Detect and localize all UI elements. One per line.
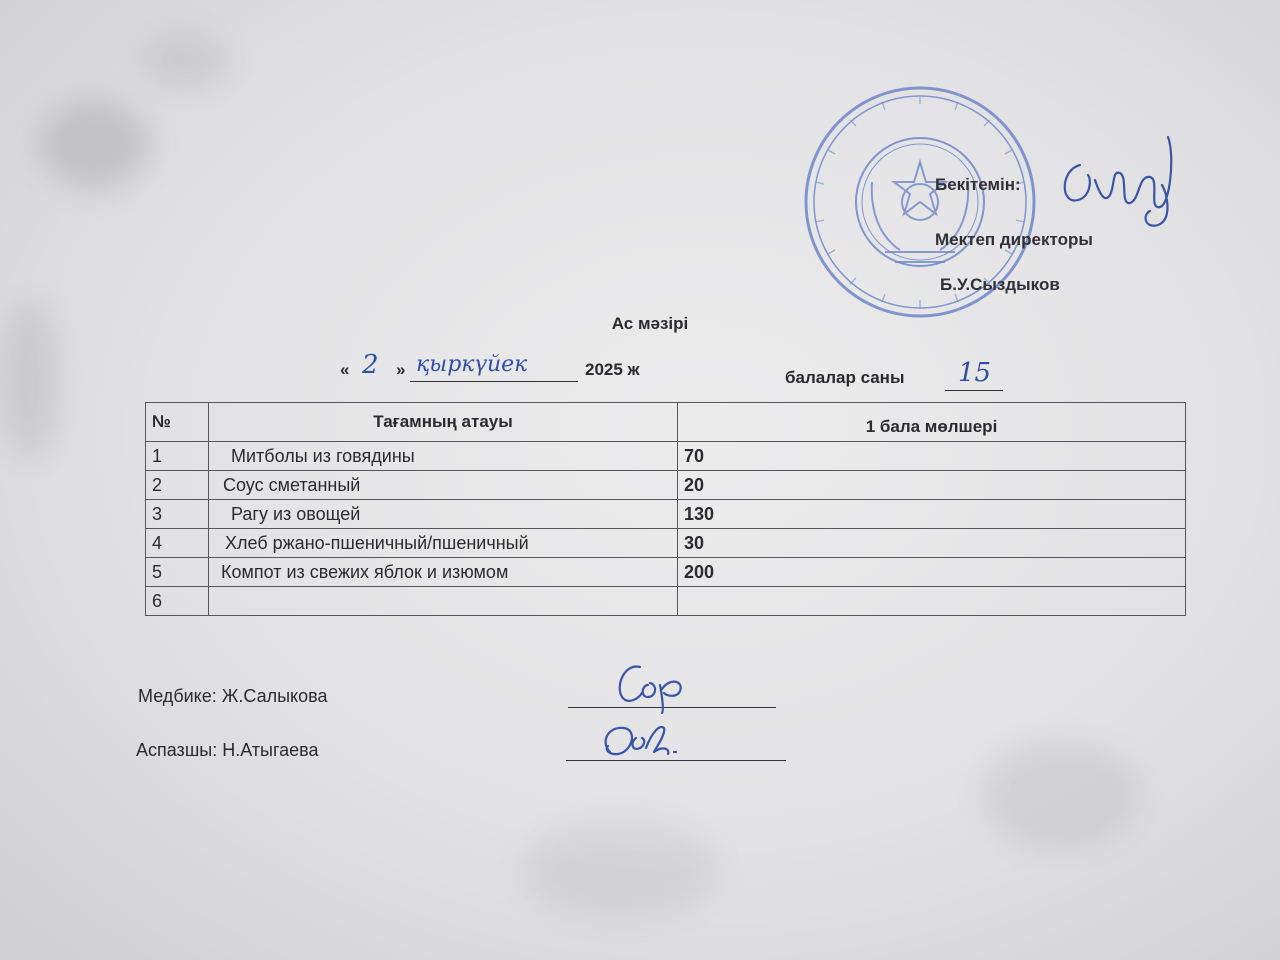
header-number: № bbox=[146, 403, 209, 442]
director-signature bbox=[1050, 125, 1190, 235]
smudge bbox=[40, 100, 150, 190]
header-portion: 1 бала мөлшері bbox=[678, 403, 1186, 442]
dish-name: Хлеб ржано-пшеничный/пшеничный bbox=[209, 529, 678, 558]
dish-name: Рагу из овощей bbox=[209, 500, 678, 529]
row-number: 5 bbox=[146, 558, 209, 587]
nurse-signature bbox=[600, 655, 710, 715]
page-title: Ас мәзірі bbox=[611, 314, 689, 333]
smudge bbox=[520, 820, 720, 920]
row-number: 2 bbox=[146, 471, 209, 500]
table-header-row bbox=[146, 403, 1186, 442]
portion-value: 20 bbox=[678, 471, 1186, 500]
date-day: 2 bbox=[362, 350, 379, 380]
date-year: 2025 ж bbox=[585, 360, 640, 379]
director-position: Мектеп директоры bbox=[935, 230, 1093, 249]
table-row bbox=[146, 529, 1186, 558]
row-number: 1 bbox=[146, 442, 209, 471]
director-name: Б.У.Сыздыков bbox=[940, 275, 1060, 294]
portion-value: 30 bbox=[678, 529, 1186, 558]
row-number: 3 bbox=[146, 500, 209, 529]
month-underline bbox=[410, 381, 578, 382]
portion-value: 70 bbox=[678, 442, 1186, 471]
dish-name: Компот из свежих яблок и изюмом bbox=[209, 558, 678, 587]
date-open-quote: « bbox=[340, 360, 350, 379]
children-count-label: балалар саны bbox=[785, 368, 905, 387]
cook-name: Аспазшы: Н.Атыгаева bbox=[136, 740, 319, 760]
dish-name: Соус сметанный bbox=[209, 471, 678, 500]
table-row bbox=[146, 558, 1186, 587]
portion-value: 200 bbox=[678, 558, 1186, 587]
row-number: 6 bbox=[146, 587, 209, 616]
smudge bbox=[980, 740, 1140, 850]
smudge bbox=[140, 30, 230, 90]
children-count: 15 bbox=[958, 358, 992, 388]
portion-value: 130 bbox=[678, 500, 1186, 529]
table-row bbox=[146, 500, 1186, 529]
header-dish-name: Тағамның атауы bbox=[209, 403, 678, 442]
date-close-quote: » bbox=[396, 360, 406, 379]
children-count-underline bbox=[945, 390, 1003, 391]
table-row bbox=[146, 442, 1186, 471]
table-row bbox=[146, 587, 1186, 616]
approval-label: Бекітемін: bbox=[935, 175, 1021, 194]
dish-name bbox=[209, 587, 678, 616]
cook-signature bbox=[590, 712, 700, 772]
menu-table bbox=[145, 402, 1186, 616]
portion-value bbox=[678, 587, 1186, 616]
nurse-name: Медбике: Ж.Салыкова bbox=[138, 686, 328, 706]
date-month: қыркүйек bbox=[416, 352, 528, 377]
row-number: 4 bbox=[146, 529, 209, 558]
dish-name: Митболы из говядины bbox=[209, 442, 678, 471]
table-row bbox=[146, 471, 1186, 500]
